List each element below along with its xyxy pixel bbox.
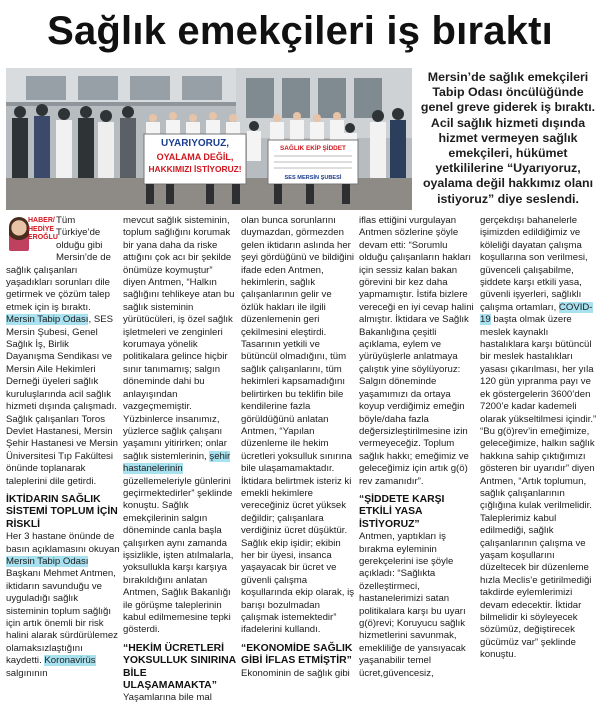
col1-text-2: , SES Mersin Şubesi, Genel Sağlık İş, Birlik Dayanışma Sendikası ve Mersin Aile Hekimleri Derneği üyeleri sağlık kuruluşlarında acil sağlık hizmeti dışında çalışmadı. Sağlık çalışanları Toros Devlet Hastanesi, Mersin Şehir Hastanesi ve Mersin Üniversitesi Tıp Fakültesi önünde toplanarak taleplerini dile getirdi. xyxy=(6,314,118,487)
banner-left-line2: OYALAMA DEĞİL, xyxy=(156,152,234,162)
banner-right-line1: SAĞLIK EKİP ŞİDDET xyxy=(280,145,346,152)
byline-line1: HABER/ xyxy=(28,217,55,224)
byline-line2: HEDİYE xyxy=(28,225,55,233)
col2-text-2: güzellemeleriyle günlerini geçirmektedirler” şeklinde konuştu. Sağlık emekçilerinin salgın döneminde canla başla çalışırken aynı zamanda işsizlikle, işten atılmalarla, yoksullukla karşı karşıya bırakıldığını anlatan Antmen, Sağlık Bakanlığı ile görüşme taleplerinin kabul edilmemesine tepki gösterdi. xyxy=(123,475,234,636)
col3-paragraph-1: olan bunca sorunlarını duymazdan, görmezden gelen iktidarın aslında her şeyi gördüğünü ve bildiğini ifade eden Antmen, hekimlerin, sağlık çalışanlarının gelir ve özlük hakları ile ilgili düzenlemenin geri çekilmesini eleştirdi. Tasarının yetkili ve bütüncül olmadığını, tüm sağlık çalışanlarını, tüm hekimleri kapsamadığını belirtirken bu teklifin bile kendilerine fazla görüldüğünü anlatan Antmen, “Yapılan düzenleme ile hekim ücretleri yoksulluk sınırına bile ulaşamamaktadır. İktidara belirtmek isteriz ki emekli hekimlere vereceğiniz ücret yüksek değildir; çalışanlara verdiğiniz ücret düşüktür. Sağlık ekip işidir; ekibin her bir üyesi, insanca yaşayacak bir ücret ve güvenli çalışma koşullarında ekip olarak, iş barışı bozulmadan çalışmak istemektedir” ifadelerini kullandı. xyxy=(241,215,355,636)
article-column-2 xyxy=(123,215,238,704)
banner-left-line3: HAKKIMIZI İSTİYORUZ! xyxy=(148,164,242,174)
col2-text-1: mevcut sağlık sisteminin, toplum sağlığını korumak bir yana daha da riske attığını çok acı bir şekilde önümüze koymuştur” diyen Antmen, “Halkın sağlığını tehlikeye atan bu sağlık sisteminin yürütücüleri, iş özel sağlık işletmeleri ve zenginleri korumaya yönelik politikalara gelince hiçbir sınır tanımamış; salgın döneminde dahi bu anlayışından vazgeçmemiştir. Yüzbinlerce insanımız, yüzlerce sağlık çalışanı yaşamını yitirirken; onlar sağlık sistemlerinin, xyxy=(123,215,235,462)
col1-text-1: Tüm Türkiye’de olduğu gibi Mersin’de de sağlık çalışanları yaşadıkları sorunları dile getirmek ve çözüm talep etmek için iş bıraktı. xyxy=(6,215,111,313)
col4-paragraph-2: Antmen, yaptıkları iş bırakma eyleminin gerekçelerini ise şöyle açıkladı: “Sağlıkta özelleştirmeci, hastanelerimizi satan politikalara karşı bu uyarı g(ö)revi; Koruyucu sağlık hizmetlerini savunmak, emekliliğe de yansıyacak yaşanabilir temel ücret,güvencesiz, xyxy=(359,531,466,679)
subheading-3: “EKONOMİDE SAĞLIK GİBİ İFLAS ETMİŞTİR” xyxy=(241,642,353,667)
article-column-3 xyxy=(241,215,356,679)
col5-text-1: gerçekdışı bahanelerle işimizden edildiğimiz ve köleliği dayatan çalışma koşullarına son verilmesi, güvenceli çalışabilme, şiddete karşı etkili yasa, güvenli işyerleri, sağlıklı çalışma ortamları, xyxy=(480,215,588,313)
highlight-tabip-odasi[interactable]: Mersin Tabip Odası xyxy=(6,314,89,326)
highlight-sehir-hastaneleri[interactable]: şehir hastanelerinin xyxy=(123,450,231,475)
highlight-covid-19[interactable]: COVID-19 xyxy=(480,301,593,326)
col1-paragraph-2 xyxy=(6,314,120,488)
article-column-4 xyxy=(359,215,477,679)
highlight-koronavirus[interactable]: Koronavirüs xyxy=(44,655,96,667)
banner-left-line1: UYARIYORUZ, xyxy=(161,138,229,149)
col1-text-3: Her 3 hastane önünde de basın açıklamasını okuyan xyxy=(6,531,120,555)
col4-paragraph-1: iflas ettiğini vurgulayan Antmen sözlerine şöyle devam etti: “Sorumlu olduğu çalışanların hakları için sessiz kalan bakan görevini bir kez daha yapmamıştır. İstifa bizlere vereceği en iyi cevap halini almıştır. İktidara ve Sağlık Bakanlığına çeşitli açıklama, eylem ve yürüyüşlerle anlatmaya çalıştık yine söylüyoruz: Salgın döneminde yaşamımızı da ortaya koyup verdiğimiz emeğin böyle/daha fazla değersizleştirilmesine izin vermeyeceğiz. Toplum sağlık hakkı; emeğimiz ve geleceğimiz için artık g(ö) rev zamanıdır”. xyxy=(359,215,474,487)
subheading-1: İKTİDARIN SAĞLIK SİSTEMİ TOPLUM İÇİN RİSKLİ xyxy=(6,493,118,530)
col1-text-4: Başkanı Mehmet Antmen, iktidarın savunduğu ve uyguladığı sağlık sisteminin toplum sağlığı için artık önemli bir risk halini alarak sürdürülemez olamaksızlaştığını kaydetti. xyxy=(6,568,118,667)
banner-right-line2: SES MERSİN ŞUBESİ xyxy=(284,175,342,181)
byline xyxy=(6,215,58,261)
highlight-tabip-odasi-2[interactable]: Mersin Tabip Odası xyxy=(6,555,89,567)
col2-paragraph-2: Yaşamlarına bile mal xyxy=(123,692,212,704)
col5-paragraph-1 xyxy=(480,215,598,662)
col5-text-2: başta olmak üzere meslek kaynaklı hastalıklara karşı bütüncül bir meslek hastalıkları yasası çıkarılması, her yıla 120 gün yıpranma payı ve ek göstergelerin 3600’den 7200’e kadar kademeli olarak yükseltilmesi içindir.” “Bu g(ö)rev’in emeğimize, geleceğimize, halkın sağlık hakkına sahip çıktığımızı gösteren bir uyarıdır” diyen Antmen, “Artık toplumun, sağlık çalışanlarının çığlığına kulak verilmelidir. Taleplerimiz kabul edilmediği, sağlık çalışanlarının çalışma ve yaşam koşullarını düzeltecek bir düzenleme hızla Meclis’e getirilmediği takdirde eylemlerimizi devam edecektir. İktidar bilmelidir ki söyleyecek sözümüz, değiştirecek gücümüz var” şeklinde konuştu. xyxy=(480,314,597,661)
headline: Sağlık emekçileri iş bıraktı xyxy=(47,9,553,53)
byline-label xyxy=(28,217,58,243)
article-column-5 xyxy=(480,215,598,661)
subheading-4: “ŞİDDETE KARŞI ETKİLİ YASA İSTİYORUZ” xyxy=(359,493,445,530)
subheading-2: “HEKİM ÜCRETLERİ YOKSULLUK SINIRINA BİLE ULAŞAMAMAKTA” xyxy=(123,642,236,692)
col1-text-5: salgınının xyxy=(6,667,48,679)
col1-paragraph-3 xyxy=(6,531,120,680)
col3-paragraph-2: Ekonominin de sağlık gibi xyxy=(241,667,350,679)
article-column-1 xyxy=(6,215,120,679)
reporter-photo xyxy=(9,217,29,251)
lead-paragraph: Mersin’de sağlık emekçileri Tabip Odası öncülüğünde genel greve giderek iş bıraktı. Acil sağlık hizmeti dışında hizmet vermeyen sağlık emekçileri, hükümet yetkililerine “Uyarıyoruz, oyalama değil hakkımız olanı istiyoruz” diye seslendi. xyxy=(420,70,596,206)
byline-line3: EROĞLU xyxy=(28,234,58,242)
news-photo xyxy=(6,68,412,210)
col2-paragraph-1 xyxy=(123,215,238,637)
